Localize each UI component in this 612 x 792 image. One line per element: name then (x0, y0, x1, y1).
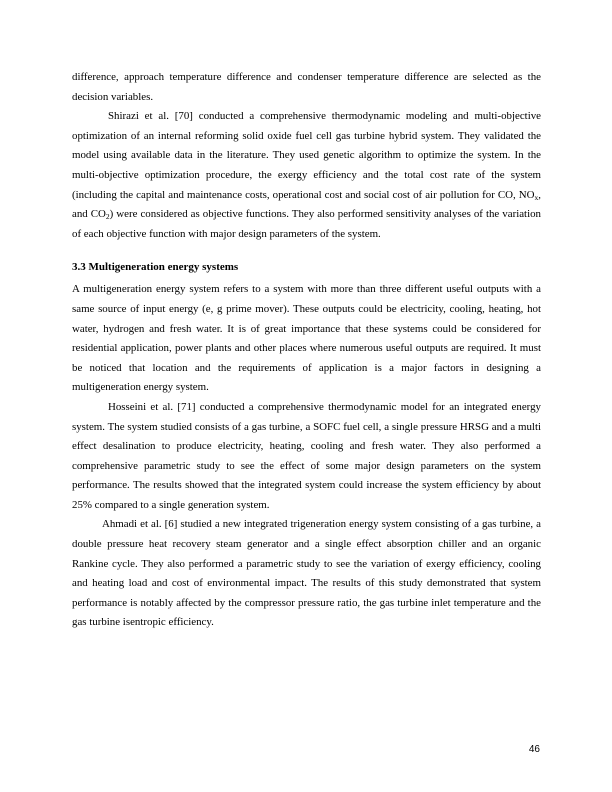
section-heading: 3.3 Multigeneration energy systems (72, 261, 239, 274)
paragraph-multigeneration-definition: A multigeneration energy system refers to a system with more than three different useful outputs with a same source of input energy (e, g prime mover). These outputs could be electricity, cooling, heating, hot water, hydrogen and fresh water. It is of great importance that these systems could be considered for residential application, power plants and other places where numerous useful outputs are required. It must be noticed that location and the requirements of application is a major factors in designing a multigeneration energy system. (72, 283, 541, 394)
paragraph-shirazi-part3: ) were considered as objective functions. They also performed sensitivity analyses of the variation of each objective function with major design parameters of the system. (72, 208, 541, 240)
paragraph-shirazi-part1: Shirazi et al. [70] conducted a comprehensive thermodynamic modeling and multi-objective optimization of an internal reforming solid oxide fuel cell gas turbine hybrid system. They validated the model using available data in the literature. They used genetic algorithm to optimize the system. In the multi-objective optimization procedure, the exergy efficiency and the total cost rate of the system (including the capital and maintenance costs, operational cost and social cost of air pollution for CO, NO (72, 110, 541, 201)
paragraph-shirazi (72, 107, 541, 244)
paragraph-hosseini: Hosseini et al. [71] conducted a comprehensive thermodynamic model for an integrated energy system. The system studied consists of a gas turbine, a SOFC fuel cell, a single pressure HRSG and a multi effect desalination to produce electricity, heating, cooling and fresh water. They also performed a comprehensive parametric study to see the effect of some major design parameters on the system performance. The results showed that the integrated system could increase the system efficiency by about 25% compared to a single generation system. (72, 400, 541, 511)
page-number: 46 (528, 744, 540, 755)
nox-subscript: x (534, 192, 539, 202)
paragraph-ahmadi: Ahmadi et al. [6] studied a new integrated trigeneration energy system consisting of a gas turbine, a double pressure heat recovery steam generator and a single effect absorption chiller and an organic Rankine cycle. They also performed a parametric study to see the variation of exergy efficiency, cooling and heating load and cost of environmental impact. The results of this study demonstrated that system performance is notably affected by the compressor pressure ratio, the gas turbine inlet temperature and the gas turbine isentropic efficiency. (72, 518, 541, 629)
paragraph-continuation: difference, approach temperature difference and condenser temperature difference are selected as the decision variables. (72, 71, 541, 103)
page-body (72, 68, 541, 633)
co2-subscript: 2 (105, 212, 110, 222)
paragraph-shirazi-part2: , and CO (72, 188, 541, 221)
